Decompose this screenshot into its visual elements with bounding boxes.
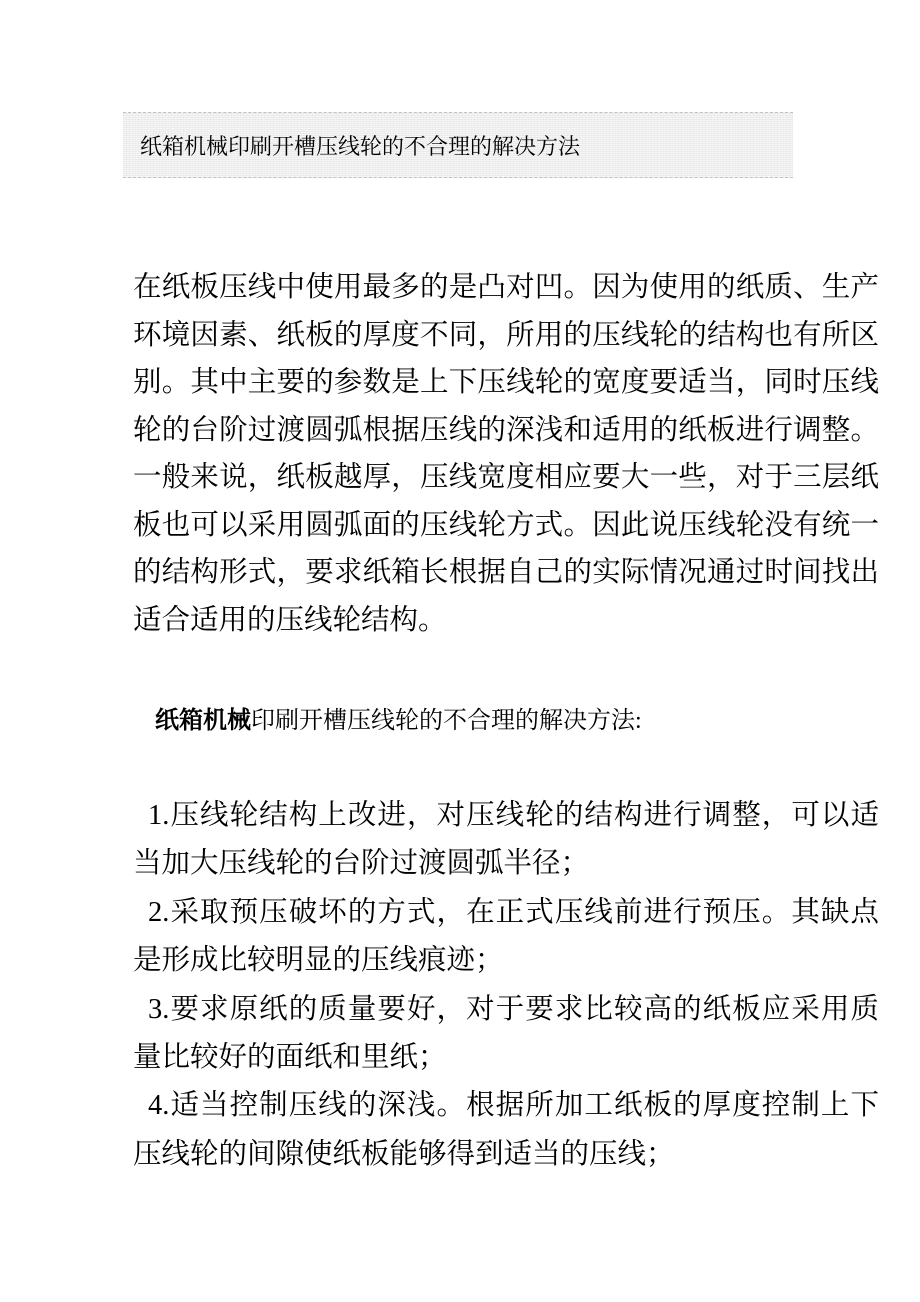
numbered-list [133,792,879,1179]
document-title: 纸箱机械印刷开槽压线轮的不合理的解决方法 [140,133,581,159]
section-heading [133,700,879,742]
list-item-3: 3.要求原纸的质量要好，对于要求比较高的纸板应采用质量比较好的面纸和里纸； [133,993,879,1074]
title-bar [123,112,793,178]
intro-paragraph: 在纸板压线中使用最多的是凸对凹。因为使用的纸质、生产环境因素、纸板的厚度不同，所用的压线轮的结构也有所区别。其中主要的参数是上下压线轮的宽度要适当，同时压线轮的台阶过渡圆弧根据压线的深浅和适用的纸板进行调整。一般来说，纸板越厚，压线宽度相应要大一些，对于三层纸板也可以采用圆弧面的压线轮方式。因此说压线轮没有统一的结构形式，要求纸箱长根据自己的实际情况通过时间找出适合适用的压线轮结构。 [133,272,879,636]
list-item-4: 4.适当控制压线的深浅。根据所加工纸板的厚度控制上下压线轮的间隙使纸板能够得到适当的压线； [133,1090,879,1170]
section-heading-bold: 纸箱机械 [155,708,251,734]
list-item-2: 2.采取预压破坏的方式，在正式压线前进行预压。其缺点是形成比较明显的压线痕迹； [133,896,879,977]
list-item-1: 1.压线轮结构上改进，对压线轮的结构进行调整，可以适当加大压线轮的台阶过渡圆弧半径； [133,800,879,880]
section-heading-rest: 印刷开槽压线轮的不合理的解决方法: [251,708,642,734]
